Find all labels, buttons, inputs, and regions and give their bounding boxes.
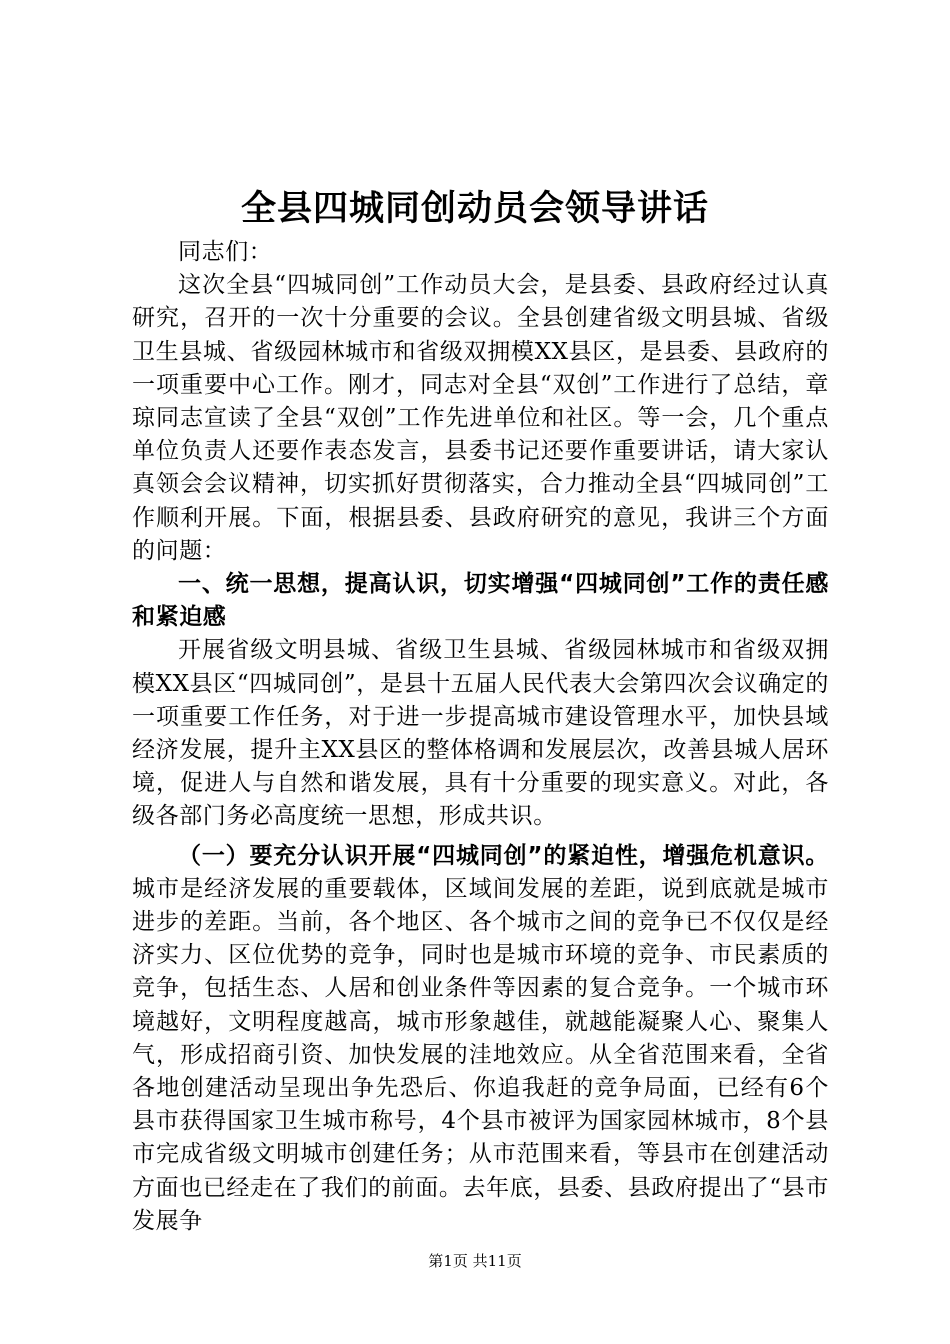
section-1-paragraph: 开展省级文明县城、省级卫生县城、省级园林城市和省级双拥模XX县区“四城同创”，是县十五届人民代表大会第四次会议确定的一项重要工作任务，对于进一步提高城市建设管理水平，加快县域经济发展，提升主XX县区的整体格调和发展层次，改善县城人居环境，促进人与自然和谐发展，具有十分重要的现实意义。对此，各级各部门务必高度统一思想，形成共识。 [132, 637, 829, 830]
page-number: 第1页 共11页 [428, 1252, 522, 1270]
subsection-1-paragraph [132, 840, 829, 1238]
document-body [132, 236, 829, 1238]
salutation: 同志们： [178, 239, 273, 265]
intro-paragraph: 这次全县“四城同创”工作动员大会，是县委、县政府经过认真研究，召开的一次十分重要的会议。全县创建省级文明县城、省级卫生县城、省级园林城市和省级双拥模XX县区，是县委、县政府的一项重要中心工作。刚才，同志对全县“双创”工作进行了总结，章琼同志宣读了全县“双创”工作先进单位和社区。等一会，几个重点单位负责人还要作表态发言，县委书记还要作重要讲话，请大家认真领会会议精神，切实抓好贯彻落实，合力推动全县“四城同创”工作顺利开展。下面，根据县委、县政府研究的意见，我讲三个方面的问题： [132, 272, 829, 564]
section-1-heading: 一、统一思想，提高认识，切实增强“四城同创”工作的责任感和紧迫感 [132, 571, 829, 631]
subsection-1-lead: （一）要充分认识开展“四城同创”的紧迫性，增强危机意识。 [178, 842, 829, 869]
subsection-1-body: 城市是经济发展的重要载体，区域间发展的差距，说到底就是城市进步的差距。当前，各个地区、各个城市之间的竞争已不仅仅是经济实力、区位优势的竞争，同时也是城市环境的竞争、市民素质的竞争，包括生态、人居和创业条件等因素的复合竞争。一个城市环境越好，文明程度越高，城市形象越佳，就越能凝聚人心、聚集人气，形成招商引资、加快发展的洼地效应。从全省范围来看，全省各地创建活动呈现出争先恐后、你追我赶的竞争局面，已经有6个县市获得国家卫生城市称号，4个县市被评为国家园林城市，8个县市完成省级文明城市创建任务；从市范围来看，等县市在创建活动方面也已经走在了我们的前面。去年底，县委、县政府提出了“县市发展争 [132, 875, 829, 1234]
document-title: 全县四城同创动员会领导讲话 [240, 188, 709, 229]
